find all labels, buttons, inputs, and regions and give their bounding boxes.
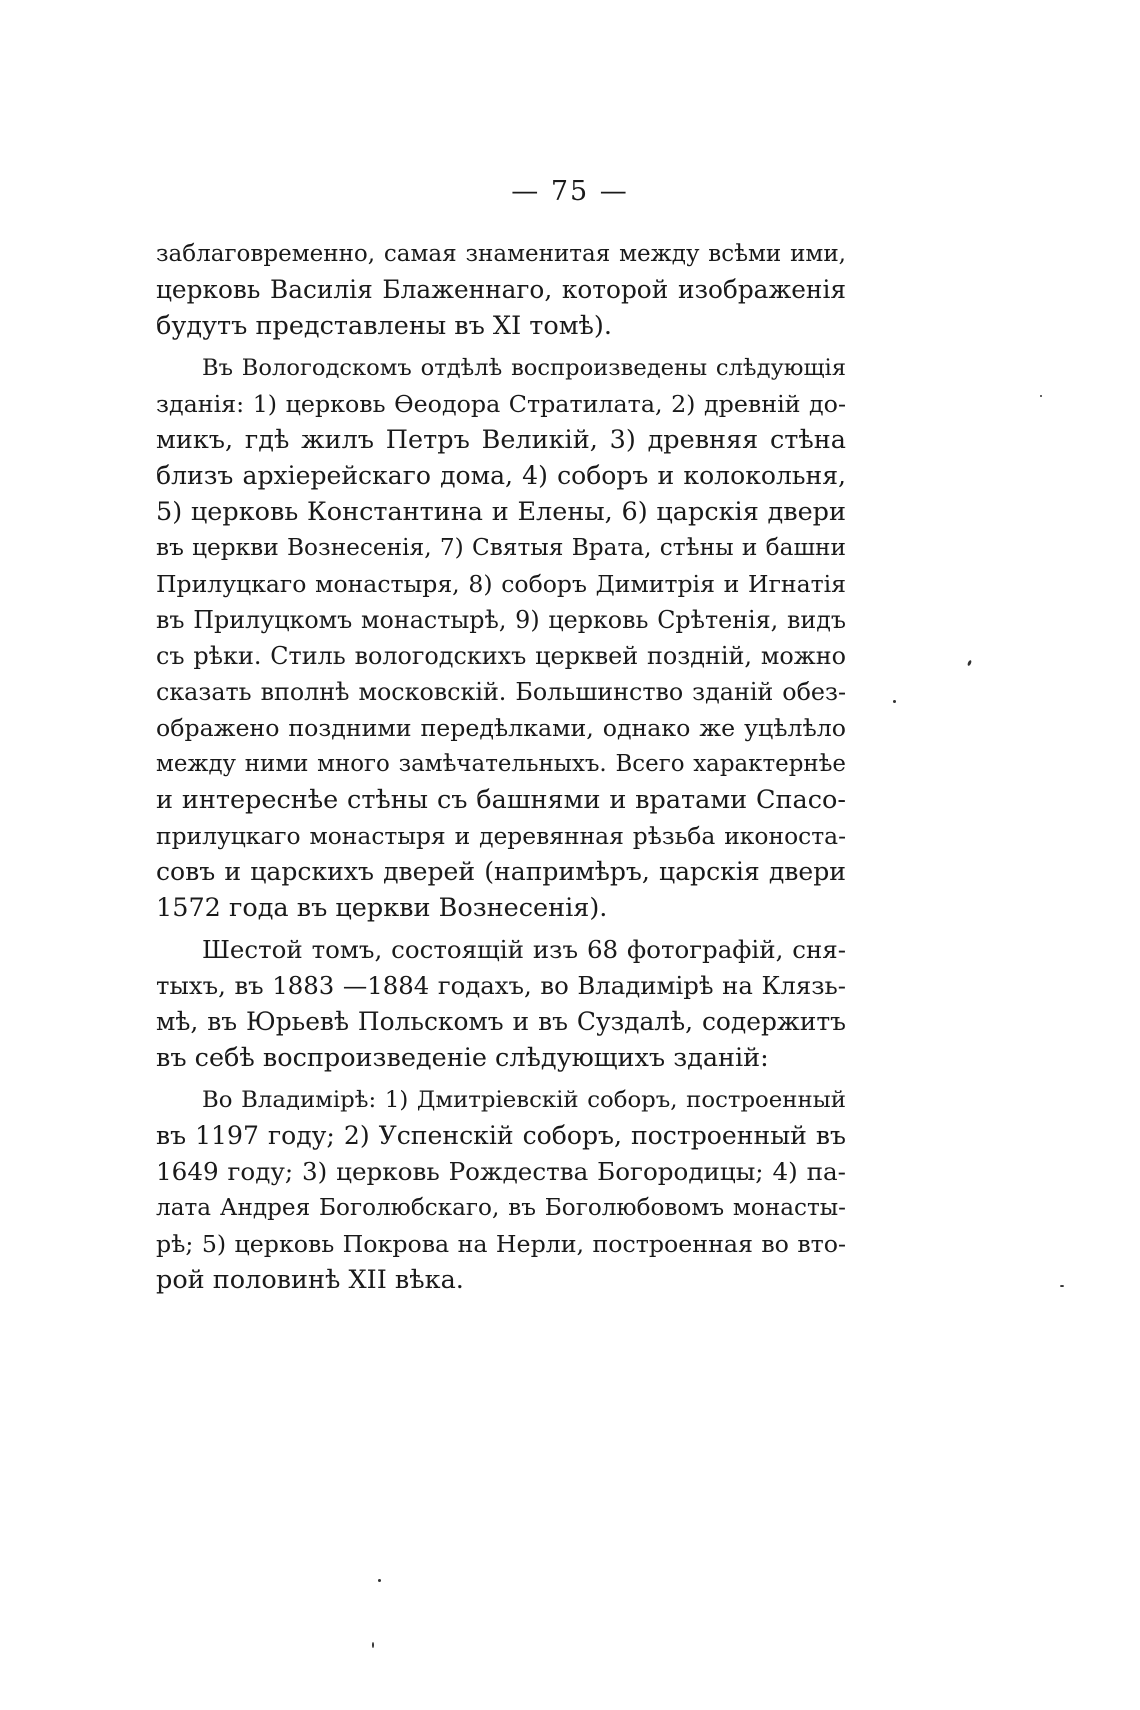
text-line: 5) церковь Константина и Елены, 6) царскія двери [156,497,846,527]
text-line: микъ, гдѣ жилъ Петръ Великій, 3) древняя стѣна [156,425,846,455]
text-line: мѣ, въ Юрьевѣ Польскомъ и въ Суздалѣ, содержитъ [156,1007,846,1036]
paragraph-3 [156,932,846,1076]
text-line: заблаговременно, самая знаменитая между всѣми ими, [156,241,846,267]
page-number: — 75 — [511,176,629,207]
text-line: церковь Василія Блаженнаго, которой изображенія [156,275,846,304]
paragraph-1 [156,236,846,344]
text-line: близъ архіерейскаго дома, 4) соборъ и колокольня, [156,461,846,490]
text-line: ображено поздними передѣлками, однако же уцѣлѣло [156,714,846,742]
text-line: сказать вполнѣ московскій. Большинство зданій обез- [156,678,846,706]
text-line: Прилуцкаго монастыря, 8) соборъ Димитрія и Игнатія [156,570,846,598]
text-line: въ себѣ воспроизведеніе слѣдующихъ зданій: [156,1043,769,1073]
text-line: и интереснѣе стѣны съ башнями и вратами Спасо- [156,785,846,815]
text-line: прилуцкаго монастыря и деревянная рѣзьба иконоста- [156,822,846,850]
scan-speck [378,1579,381,1582]
text-line: совъ и царскихъ дверей (напримѣръ, царскія двери [156,857,846,886]
text-line: между ними много замѣчательныхъ. Всего характернѣе [156,751,846,777]
text-line: въ церкви Вознесенія, 7) Святыя Врата, стѣны и башни [156,534,846,561]
scan-speck [1040,395,1042,397]
scan-speck [1060,1285,1064,1287]
text-line: въ 1197 году; 2) Успенскій соборъ, построенный въ [156,1121,846,1150]
scan-speck [893,700,896,703]
text-line: будутъ представлены въ XI томѣ). [156,311,612,341]
text-line: тыхъ, въ 1883 —1884 годахъ, во Владимірѣ на Клязь- [156,971,846,1000]
text-line: Шестой томъ, состоящій изъ 68 фотографій, сня- [202,935,846,964]
scan-speck [372,1642,374,1648]
text-line: лата Андрея Боголюбскаго, въ Боголюбовомъ монасты- [156,1195,846,1221]
scan-speck [967,660,972,667]
paragraph-2 [156,350,846,926]
text-line: рѣ; 5) церковь Покрова на Нерли, построенная во вто- [156,1230,846,1258]
paragraph-4 [156,1082,846,1298]
text-line: Въ Вологодскомъ отдѣлѣ воспроизведены слѣдующія [202,355,846,381]
text-line: въ Прилуцкомъ монастырѣ, 9) церковь Срѣтенія, видъ [156,606,846,634]
text-line: 1649 году; 3) церковь Рождества Богородицы; 4) па- [156,1157,846,1186]
text-line: рой половинѣ XII вѣка. [156,1265,464,1295]
body-text [156,236,846,1298]
text-line: зданія: 1) церковь Ѳеодора Стратилата, 2) древній до- [156,390,846,418]
text-line: Во Владимірѣ: 1) Дмитріевскій соборъ, построенный [202,1087,846,1113]
text-line: 1572 года въ церкви Вознесенія). [156,893,608,923]
text-line: съ рѣки. Стиль вологодскихъ церквей поздній, можно [156,642,846,670]
